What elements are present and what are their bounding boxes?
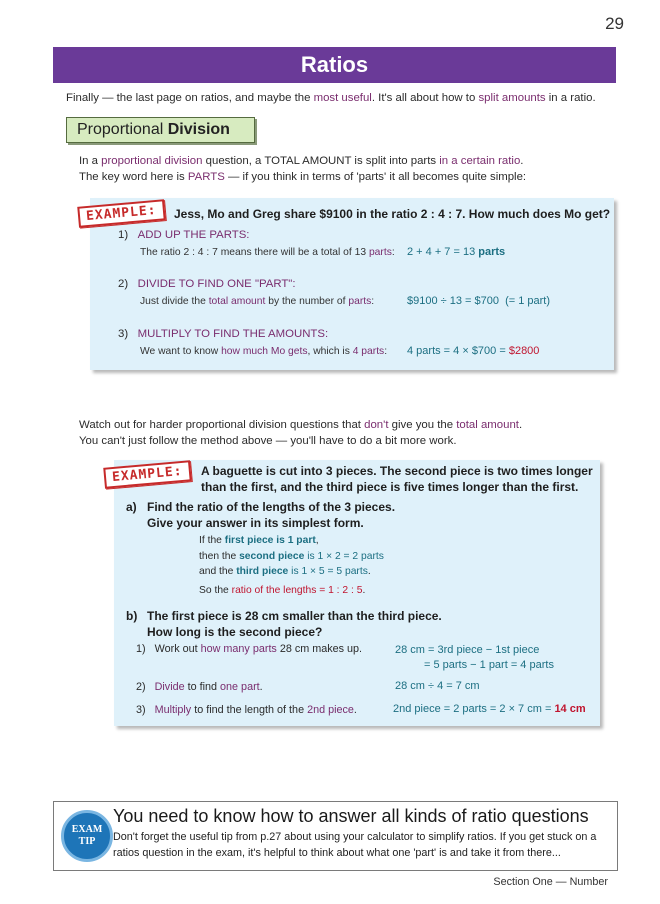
intro-paragraph [66,92,596,104]
exam-tip-icon-line: TIP [78,836,96,847]
step-number: 1) [118,229,129,241]
highlight: total amount [208,296,266,307]
text: : [384,346,388,357]
page-number: 29 [605,14,624,33]
text: Work out [154,643,201,655]
working-line [199,564,384,580]
highlight: proportional division [101,155,203,167]
text: to find the length of the [191,704,308,716]
highlight: don't [364,419,389,431]
calc-text: 2nd piece = 2 parts = 2 × 7 cm = [393,703,555,715]
text: to find [184,681,221,693]
footer-section-label: Section One — Number [493,876,608,888]
text: question, a TOTAL AMOUNT is split into parts [202,155,440,167]
calc-answer: 14 cm [554,703,586,715]
ex1-step-1-desc [140,247,395,258]
highlight: third piece [236,566,289,577]
exam-tip-body: Don't forget the useful tip from p.27 about using your calculator to simplify ratios. If you get stuck on a ratios question in the exam, it's helpful to think about what one 'part' is and take it from there... [113,831,597,859]
highlight: parts [348,296,372,307]
calc-text: 4 parts = 4 × $700 = [407,345,509,357]
step-number: 1) [136,643,146,655]
page-title: Ratios [53,47,616,83]
section-intro-line-1 [79,153,526,169]
highlight: PARTS [187,171,225,183]
text: . [259,681,263,693]
text: 28 cm makes up. [276,643,363,655]
watch-line-2: You can't just follow the method above — you'll have to do a bit more work. [79,435,457,447]
highlight: second piece [239,550,305,562]
watch-out-paragraph [79,417,522,449]
ex1-step-3-title [118,328,328,340]
watch-line-1 [79,417,522,433]
text: — if you think in terms of 'parts' it all becomes quite simple: [224,171,527,183]
calc-text: 2 + 4 + 7 = 13 [407,246,479,258]
part-a-label: a) [126,500,137,514]
text: If the [199,535,225,546]
ex1-step-2-desc [140,296,374,307]
highlight: in a certain ratio [439,155,521,167]
section-header [66,117,255,143]
step-number: 2) [118,278,129,290]
text: . [353,704,357,716]
question-line: Give your answer in its simplest form. [147,516,364,530]
text: So the [199,584,232,596]
section-intro [79,153,526,185]
text: We want to know [140,346,222,357]
answer: ratio of the lengths = 1 : 2 : 5 [231,584,363,596]
part-b-step-3-calc [393,703,586,715]
example-1-question: Jess, Mo and Greg share $9100 in the ratio 2 : 4 : 7. How much does Mo get? [174,207,611,221]
question-line: Find the ratio of the lengths of the 3 pieces. [147,500,396,514]
calc-highlight: parts [478,246,506,258]
exam-tip-title: You need to know how to answer all kinds of ratio questions [113,806,589,826]
text: . [367,566,371,577]
text: and the [199,566,237,577]
step-title: MULTIPLY TO FIND THE AMOUNTS: [137,328,329,340]
highlight: 4 parts [352,346,385,357]
calc-line: = 5 parts − 1 part = 4 parts [424,659,554,671]
text: is 1 × 5 = 5 parts [288,566,368,577]
calc-line: 28 cm = 3rd piece − 1st piece [395,644,540,656]
text: Just divide the [140,296,209,307]
text: . [518,419,523,431]
exam-tip-icon [61,810,113,862]
step-number: 3) [136,704,146,716]
intro-highlight: most useful [313,92,372,104]
calc-text: $9100 ÷ 13 = $700 [407,295,499,307]
highlight: how much Mo gets [221,346,308,357]
text: , which is [307,346,353,357]
part-b-step-2 [136,681,263,693]
part-b-question [147,608,442,640]
part-b-step-1 [136,643,362,655]
example-2-question [201,463,593,495]
text: : [371,296,375,307]
intro-text: . It's all about how to [371,92,479,104]
step-title: ADD UP THE PARTS: [137,229,250,241]
part-a-question [147,499,395,531]
question-line: than the first, and the third piece is five times longer than the first. [201,480,579,494]
step-title: DIVIDE TO FIND ONE "PART": [137,278,296,290]
highlight: first piece is 1 part [224,535,316,546]
calc-note: (= 1 part) [498,295,551,307]
intro-text: Finally — the last page on ratios, and maybe the [66,92,314,104]
text: is 1 × 2 = 2 parts [304,550,384,562]
working-line [199,549,384,565]
text: Watch out for harder proportional division questions that [79,419,365,431]
part-b-step-1-calc [395,643,554,673]
text: give you the [388,419,457,431]
ex1-step-2-calc [407,295,550,307]
highlight: parts [368,247,392,258]
part-a-working [199,533,384,598]
section-intro-line-2 [79,169,526,185]
working-line [199,583,384,599]
ex1-step-2-title [118,278,296,290]
highlight: how many parts [200,643,277,655]
calc-answer: $2800 [508,345,540,357]
part-b-step-3 [136,704,357,716]
text: . [520,155,524,167]
step-number: 2) [136,681,146,693]
section-header-light: Proportional [77,121,168,138]
text: In a [79,155,102,167]
part-b-step-2-calc: 28 cm ÷ 4 = 7 cm [395,680,480,692]
text: : [391,247,395,258]
text: The ratio 2 : 4 : 7 means there will be a total of 13 [140,247,369,258]
text: . [362,584,366,596]
ex1-step-1-calc [407,246,505,258]
text: , [315,535,319,546]
text: The key word here is [79,171,188,183]
highlight: Multiply [154,704,192,716]
example-2-tag: EXAMPLE: [103,460,191,488]
intro-highlight: split amounts [478,92,546,104]
question-line: A baguette is cut into 3 pieces. The second piece is two times longer [201,464,593,478]
ex1-step-3-desc [140,346,387,357]
exam-tip-icon-line: EXAM [71,824,103,835]
highlight: 2nd piece [307,704,354,716]
highlight: Divide [154,681,185,693]
part-b-label: b) [126,609,138,623]
text: by the number of [265,296,349,307]
intro-text: in a ratio. [545,92,596,104]
example-1-tag: EXAMPLE: [77,199,165,227]
text: then the [199,550,240,562]
working-line [199,533,384,549]
step-number: 3) [118,328,129,340]
highlight: total amount [456,419,519,431]
highlight: one part [220,681,260,693]
ex1-step-3-calc [407,345,539,357]
question-line: How long is the second piece? [147,625,323,639]
question-line: The first piece is 28 cm smaller than the third piece. [147,609,442,623]
ex1-step-1-title [118,229,249,241]
section-header-bold: Division [167,121,230,138]
